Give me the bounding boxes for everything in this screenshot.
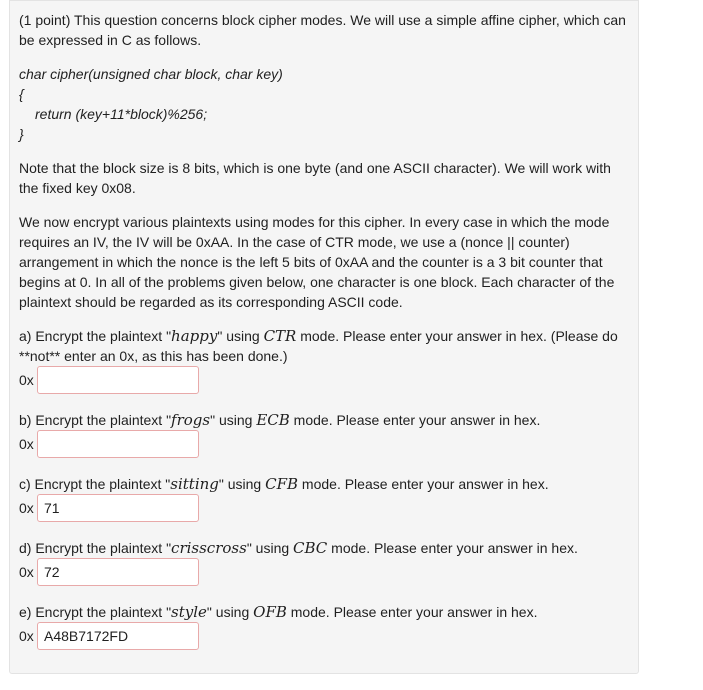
answer-input-d[interactable] (37, 558, 199, 586)
answer-row-d (19, 558, 199, 586)
hex-prefix: 0x (19, 628, 34, 644)
intro-text (19, 10, 635, 50)
note-text (19, 158, 635, 198)
hex-prefix: 0x (19, 564, 34, 580)
modes-line: plaintext should be regarded as its corresponding ASCII code. (19, 294, 403, 310)
code-line: { (19, 86, 24, 102)
mode-name: CTR (263, 327, 297, 345)
code-line: char cipher(unsigned char block, char key) (19, 66, 283, 82)
plaintext-word: frogs (171, 411, 211, 429)
question-b: b) Encrypt the plaintext "frogs" using ECB mode. Please enter your answer in hex. (19, 411, 541, 429)
note-line: the fixed key 0x08. (19, 180, 136, 196)
answer-row-b (19, 430, 199, 458)
plaintext-word: happy (171, 327, 218, 345)
answer-input-a[interactable] (37, 366, 199, 394)
mode-name: CBC (293, 539, 328, 557)
plaintext-word: style (171, 603, 207, 621)
question-e: e) Encrypt the plaintext "style" using OFB mode. Please enter your answer in hex. (19, 603, 538, 621)
answer-row-a (19, 366, 199, 394)
plaintext-word: sitting (170, 475, 219, 493)
answer-input-c[interactable] (37, 494, 199, 522)
question-d: d) Encrypt the plaintext "crisscross" using CBC mode. Please enter your answer in hex. (19, 539, 578, 557)
hex-prefix: 0x (19, 436, 34, 452)
modes-line: We now encrypt various plaintexts using modes for this cipher. In every case in which the mode (19, 214, 610, 230)
modes-line: begins at 0. In all of the problems given below, one character is one block. Each character of the (19, 274, 615, 290)
note-line: Note that the block size is 8 bits, which is one byte (and one ASCII character). We will work with (19, 160, 611, 176)
code-line: } (19, 126, 24, 142)
intro-line: (1 point) This question concerns block cipher modes. We will use a simple affine cipher, which can (19, 12, 626, 28)
mode-name: ECB (256, 411, 290, 429)
hex-prefix: 0x (19, 372, 34, 388)
answer-input-e[interactable] (37, 622, 199, 650)
mode-name: CFB (265, 475, 299, 493)
hex-prefix: 0x (19, 500, 34, 516)
answer-row-e (19, 622, 199, 650)
modes-line: requires an IV, the IV will be 0xAA. In the case of CTR mode, we use a (nonce || counter) (19, 234, 570, 250)
code-block (19, 64, 635, 144)
plaintext-word: crisscross (171, 539, 247, 557)
code-line: return (key+11*block)%256; (35, 106, 208, 122)
modes-line: arrangement in which the nonce is the left 5 bits of 0xAA and the counter is a 3 bit counter that (19, 254, 603, 270)
modes-paragraph (19, 212, 635, 312)
mode-name: OFB (253, 603, 287, 621)
question-c: c) Encrypt the plaintext "sitting" using CFB mode. Please enter your answer in hex. (19, 475, 549, 493)
question-a: a) Encrypt the plaintext "happy" using CTR mode. Please enter your answer in hex. (Please do **not** enter an 0x, as this has been done.) (19, 327, 618, 364)
intro-line: be expressed in C as follows. (19, 32, 202, 48)
answer-input-b[interactable] (37, 430, 199, 458)
answer-row-c (19, 494, 199, 522)
